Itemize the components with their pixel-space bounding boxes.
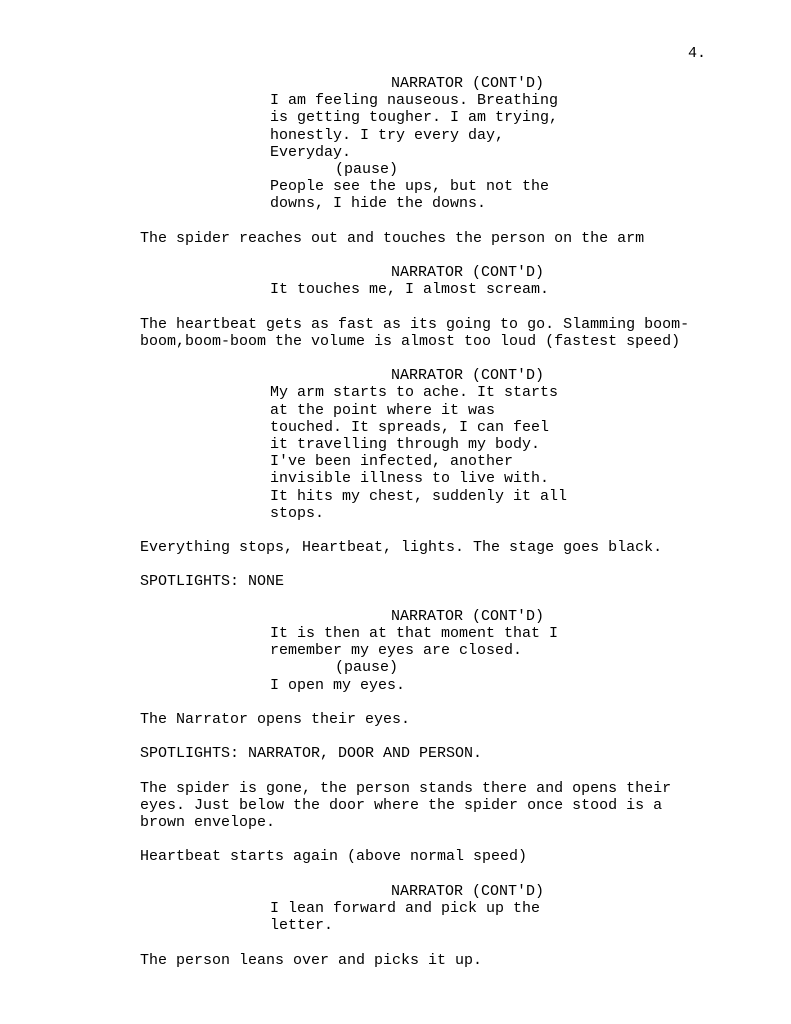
parenthetical: (pause) <box>335 659 399 677</box>
action-block <box>140 848 760 865</box>
action-block <box>140 711 760 728</box>
character-name: NARRATOR (CONT'D) <box>391 607 545 625</box>
action-line: SPOTLIGHTS: NARRATOR, DOOR AND PERSON. <box>140 745 483 763</box>
character-name: NARRATOR (CONT'D) <box>391 367 545 385</box>
action-line: The spider is gone, the person stands there and opens their <box>140 779 672 797</box>
dialogue-block <box>140 75 760 213</box>
dialogue-block <box>140 367 760 522</box>
script-body <box>140 75 760 986</box>
action-block <box>140 230 760 247</box>
action-line: boom,boom-boom the volume is almost too loud (fastest speed) <box>140 332 681 350</box>
dialogue-line: I've been infected, another <box>270 453 514 471</box>
character-name: NARRATOR (CONT'D) <box>391 882 545 900</box>
dialogue-line: letter. <box>270 917 334 935</box>
action-line: brown envelope. <box>140 814 276 832</box>
action-block <box>140 780 760 832</box>
dialogue-line: People see the ups, but not the <box>270 178 550 196</box>
dialogue-line: at the point where it was <box>270 401 496 419</box>
action-block <box>140 573 760 590</box>
character-name: NARRATOR (CONT'D) <box>391 75 545 92</box>
dialogue-line: honestly. I try every day, <box>270 126 505 144</box>
dialogue-line: touched. It spreads, I can feel <box>270 418 550 436</box>
action-block <box>140 952 760 969</box>
action-line: Heartbeat starts again (above normal speed) <box>140 848 528 866</box>
action-line: The spider reaches out and touches the person on the arm <box>140 229 645 247</box>
character-name: NARRATOR (CONT'D) <box>391 264 545 282</box>
dialogue-line: I am feeling nauseous. Breathing <box>270 92 559 110</box>
dialogue-line: remember my eyes are closed. <box>270 642 523 660</box>
dialogue-line: It is then at that moment that I <box>270 625 559 642</box>
dialogue-block <box>140 608 760 694</box>
page-number: 4. <box>688 45 707 62</box>
dialogue-line: It touches me, I almost scream. <box>270 281 550 299</box>
dialogue-line: it travelling through my body. <box>270 435 541 453</box>
dialogue-block <box>140 883 760 935</box>
dialogue-line: I lean forward and pick up the <box>270 900 541 917</box>
action-line: Everything stops, Heartbeat, lights. The stage goes black. <box>140 539 663 557</box>
dialogue-line: I open my eyes. <box>270 676 406 694</box>
action-line: SPOTLIGHTS: NONE <box>140 573 285 591</box>
action-line: The Narrator opens their eyes. <box>140 710 411 728</box>
dialogue-line: downs, I hide the downs. <box>270 195 487 213</box>
action-block <box>140 316 760 350</box>
action-line: The heartbeat gets as fast as its going to go. Slamming boom- <box>140 315 690 333</box>
dialogue-line: Everyday. <box>270 143 352 161</box>
dialogue-line: It hits my chest, suddenly it all <box>270 487 568 505</box>
dialogue-line: invisible illness to live with. <box>270 470 550 488</box>
dialogue-block <box>140 264 760 298</box>
action-line: The person leans over and picks it up. <box>140 951 483 969</box>
dialogue-line: stops. <box>270 504 325 522</box>
dialogue-line: My arm starts to ache. It starts <box>270 384 559 402</box>
action-line: eyes. Just below the door where the spider once stood is a <box>140 796 663 814</box>
action-block <box>140 539 760 556</box>
dialogue-line: is getting tougher. I am trying, <box>270 109 559 127</box>
parenthetical: (pause) <box>335 160 399 178</box>
action-block <box>140 745 760 762</box>
